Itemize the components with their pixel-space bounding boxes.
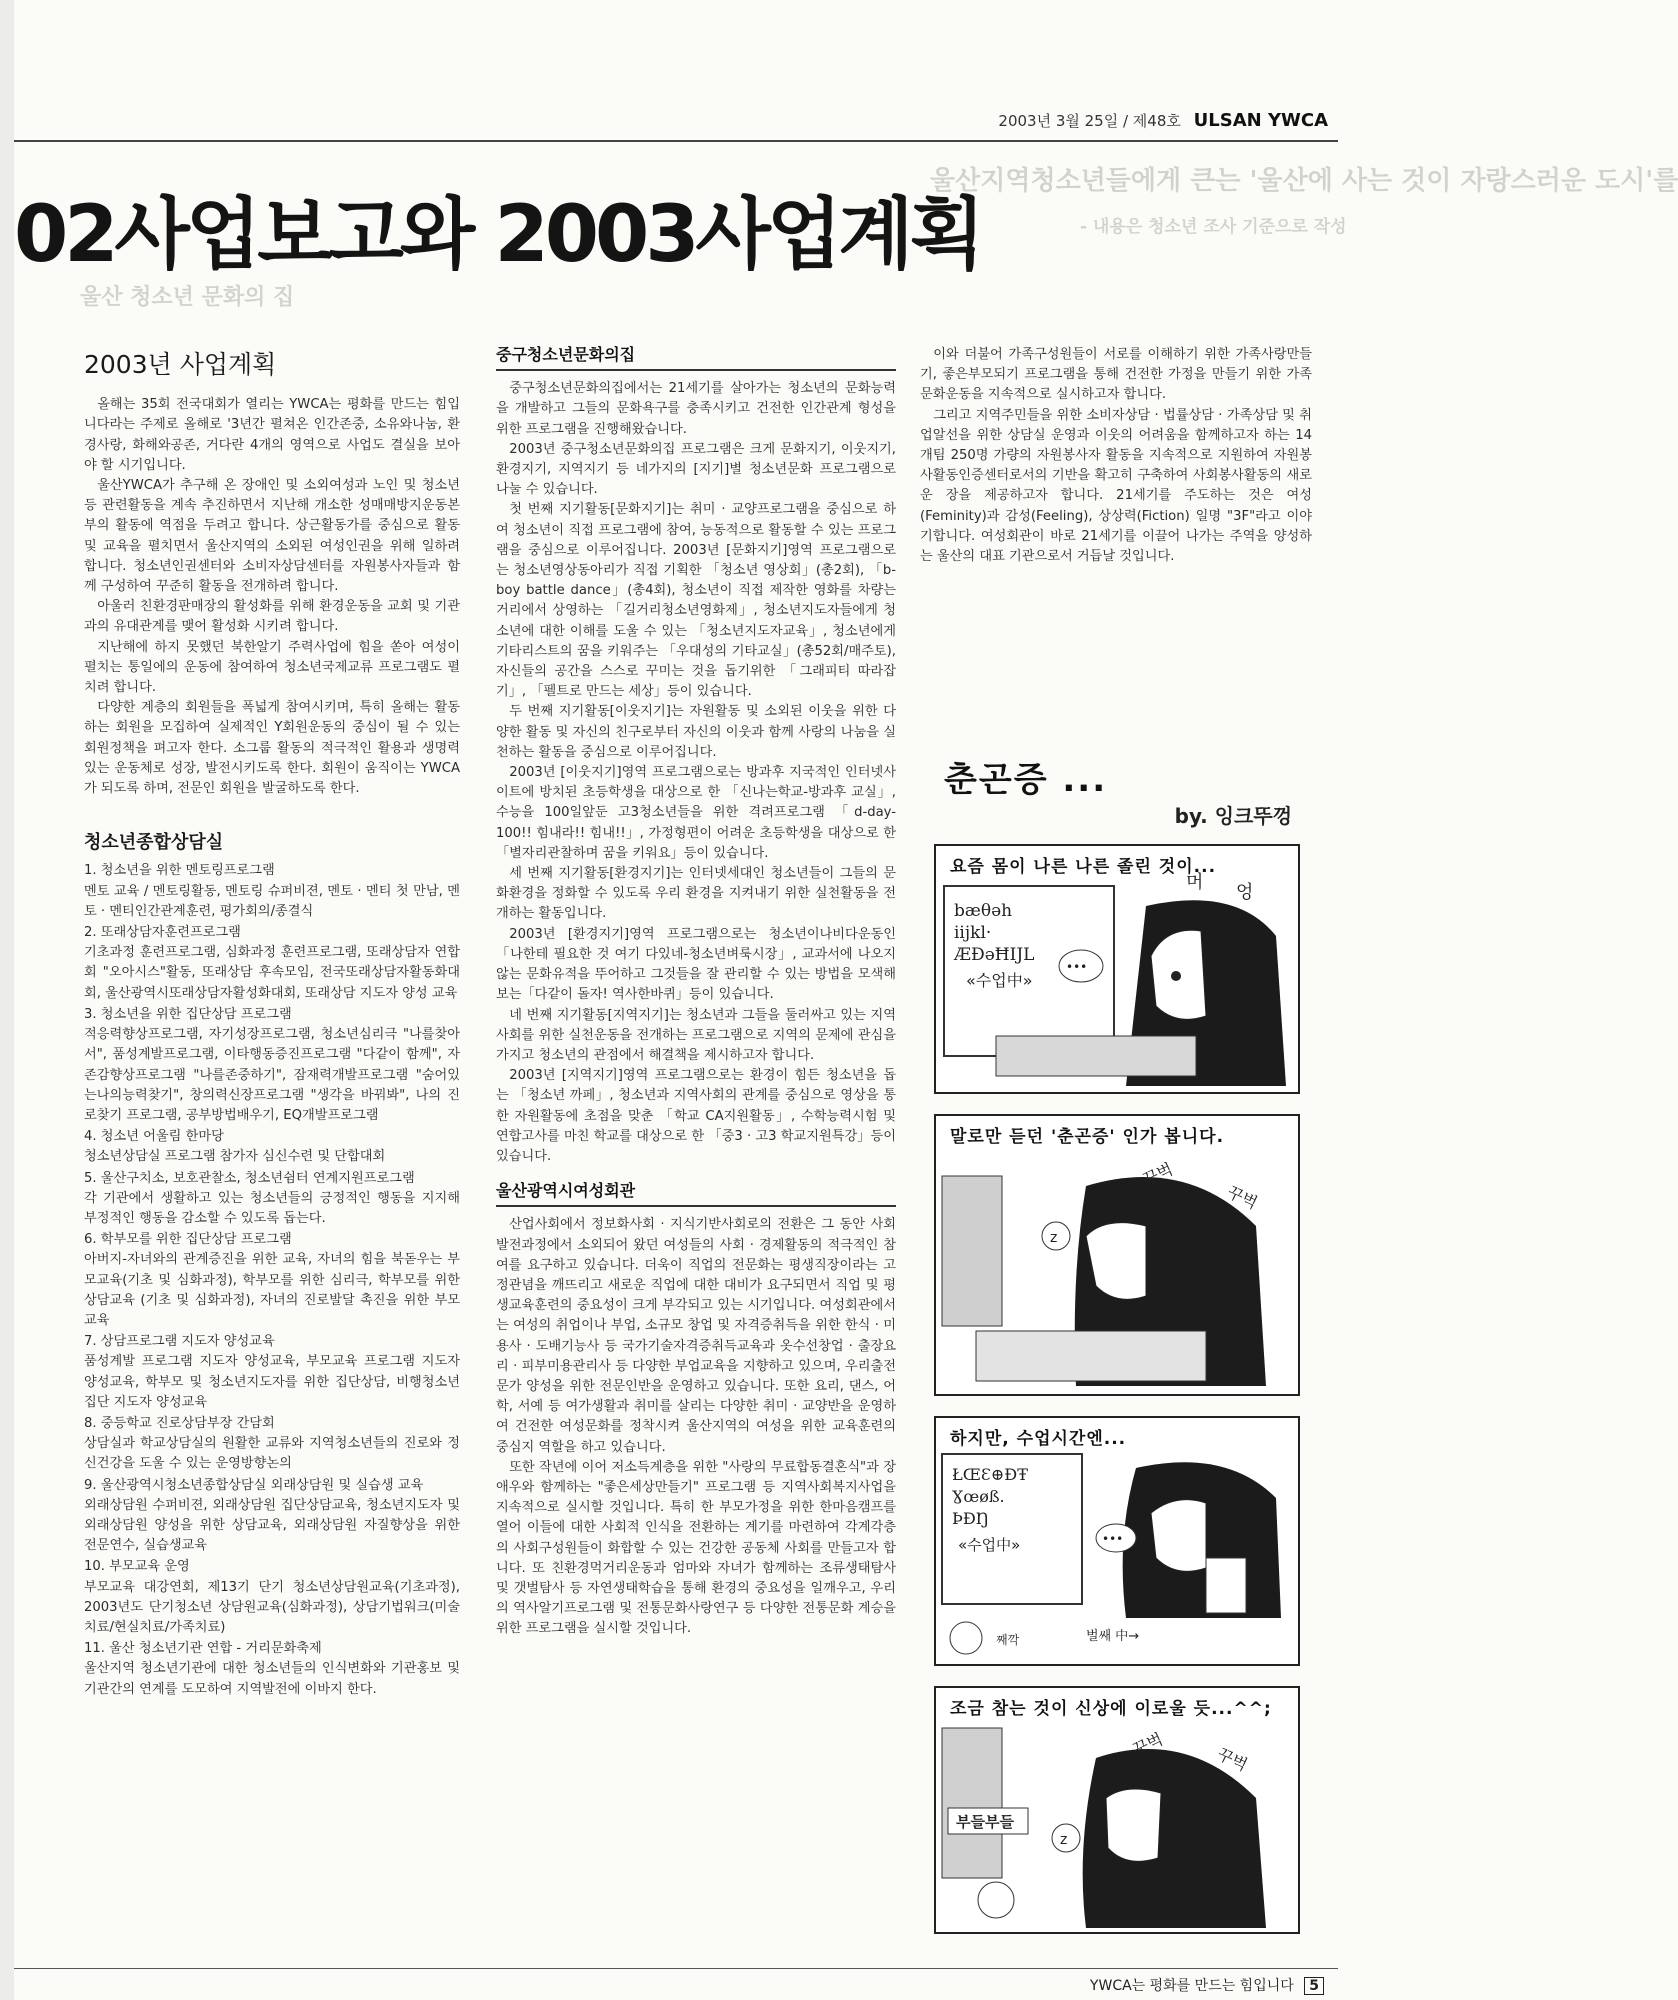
board-line-3: ÞÐŊ (952, 1509, 990, 1528)
program-item-title: 11. 울산 청소년기관 연합 - 거리문화축제 (84, 1641, 322, 1657)
board-line-3: ÆÐəĦIJL (954, 945, 1035, 965)
program-item-title: 1. 청소년을 위한 멘토링프로그램 (84, 863, 275, 879)
publication-name: ULSAN YWCA (1193, 110, 1328, 131)
panel-2-drawing (936, 1116, 1298, 1394)
program-item-desc: 적응력향상프로그램, 자기성장프로그램, 청소년심리극 "나를찾아서", 품성계발프로그램, 이타행동증진프로그램 "다같이 함께", 자존감향상프로그램 "나를존중하기", 잠재력개발프로그램 "숨어있는나의능력찾기", 창의력신장프로그램 "생각을 바꿔봐", 나의 진로찾기 프로그램, 공부방법배우기, EQ개발프로그램 (84, 1027, 460, 1123)
eye (1171, 971, 1181, 981)
program-item-title: 7. 상담프로그램 지도자 양성교육 (84, 1334, 275, 1350)
paragraph: 이와 더불어 가족구성원들이 서로를 이해하기 위한 가족사랑만들기, 좋은부모되기 프로그램을 통해 건전한 가정을 만들기 위한 가족문화운동을 지속적으로 실시하고자 합니다. (920, 347, 1312, 403)
program-item-title: 8. 중등학교 진로상담부장 간담회 (84, 1415, 275, 1431)
paragraph: 첫 번째 지기활동[문화지기]는 취미 · 교양프로그램을 중심으로 하여 청소년이 직접 프로그램에 참여, 능동적으로 활동할 수 있는 프로그램을 중심으로 이루어집니다. 2003년 [문화지기]영역 프로그램으로는 청소년영상동아리가 직접 기획한 「청소년 영상회」(총2회), 「b-boy battle dance」(총4회), 청소년이 직접 제작한 영화를 차량는 거리에서 상영하는 「길거리청소년영화제」, 청소년지도자들에게 청소년에 대한 이해를 도울 수 있는 「청소년지도자교육」, 청소년에게 기타리스트의 꿈을 키워주는 「우대성의 기타교실」(총52회/매주토), 자신들의 공간을 스스로 꾸미는 것을 돕기위한 「그래피티 따라잡기」, 「펠트로 만드는 세상」등이 있습니다. (496, 502, 896, 700)
paragraph: 2003년 [이웃지기]영역 프로그램으로는 방과후 지국적인 인터넷사이트에 방치된 초등학생을 대상으로 한 「신나는학교-방과후 교실」, 수능을 100일앞둔 고3청소년들을 위한 격려프로그램 「d-day-100!! 힘내라!! 힘내!!」, 가정형편이 어려운 초등학생을 대상으로 한 「별자리관찰하며 꿈을 키워요」등이 있습니다. (496, 765, 896, 861)
program-item-title: 6. 학부모를 위한 집단상담 프로그램 (84, 1232, 292, 1248)
sfx-text-2: 꾸벅 (1224, 1182, 1261, 1213)
paragraph: 지난해에 하지 못했던 북한알기 주력사업에 힘을 쏟아 여성이 펼치는 통일에의 운동에 참여하여 청소년국제교류 프로그램도 펼치려 합니다. (84, 639, 460, 696)
paragraph: 아울러 친환경판매장의 활성화를 위해 환경운동을 교회 및 기관과의 유대관계를 맺어 활성화 시키려 합니다. (84, 599, 460, 635)
masthead (998, 110, 1328, 131)
comic-panel-3 (934, 1416, 1300, 1666)
column-womens-center-cont (920, 345, 1312, 645)
page-number: 5 (1304, 1977, 1324, 1995)
paragraph: 중구청소년문화의집에서는 21세기를 살아가는 청소년의 문화능력을 개발하고 그들의 문화욕구를 충족시키고 건전한 인간관계 형성을 위한 프로그램을 진행해왔습니다. (496, 381, 896, 437)
program-item-desc: 부모교육 대강연회, 제13기 단기 청소년상담원교육(기초과정), 2003년도 단기청소년 상담원교육(심화과정), 상담기법워크(미술치료/현실치료/가족치료) (84, 1579, 460, 1635)
comic-panel-1 (934, 844, 1300, 1094)
balloon-text: 머 (1186, 872, 1204, 893)
column-2003-plan (84, 345, 460, 1950)
panel-3-drawing (936, 1418, 1298, 1664)
bleed-through-left: 울산 청소년 문화의 집 (80, 285, 295, 310)
womens-center-continued (920, 345, 1312, 567)
comic-title: 춘곤증 ... (944, 760, 1108, 800)
program-item-desc: 멘토 교육 / 멘토링활동, 멘토링 슈퍼비젼, 멘토 · 멘티 첫 만남, 멘토 · 멘티인간관계훈련, 평가회의/종결식 (84, 883, 460, 919)
paragraph: 올해는 35회 전국대회가 열리는 YWCA는 평화를 만드는 힘입니다라는 주제로 올해로 '3년간 펼쳐온 인간존중, 소유와나눔, 환경사랑, 화해와공존, 거다란 4개의 영역으로 사업도 결실을 보아야 할 시기입니다. (84, 397, 460, 473)
top-rule (14, 140, 1338, 142)
bleed-through-subtitle: - 내용은 청소년 조사 기준으로 작성 (1080, 217, 1347, 237)
program-item-desc: 외래상담원 수퍼비젼, 외래상담원 집단상담교육, 청소년지도자 및 외래상담원 양성을 위한 상담교육, 외래상담원 자질향상을 위한 전문연수, 실습생교육 (84, 1497, 460, 1554)
board-line-4: «수업中» (966, 971, 1033, 990)
program-item-desc: 울산지역 청소년기관에 대한 청소년들의 인식변화와 기관홍보 및 기관간의 연계를 도모하여 지역발전에 이바지 한다. (84, 1661, 460, 1697)
bleed-through-title: 울산지역청소년들에게 큰는 '울산에 사는 것이 자랑스러운 도시'를 (930, 166, 1678, 196)
board-line-1: ŁŒƐ⊕ÐŦ (952, 1465, 1028, 1484)
youth-center-paragraphs (496, 379, 896, 1167)
program-item-desc: 기초과정 훈련프로그램, 심화과정 훈련프로그램, 또래상담자 연합회 "오아시스"활동, 또래상담 후속모임, 전국또래상담자활동화대회, 울산광역시또래상담자활성화대회, 또래상담 지도자 양성 교육 (84, 945, 460, 1001)
character-face (1151, 1500, 1206, 1572)
womens-center-paragraphs (496, 1215, 896, 1639)
panel-4-drawing (936, 1688, 1298, 1932)
comic-panel-4 (934, 1686, 1300, 1934)
page-footer (1090, 1975, 1324, 1995)
paragraph: 또한 작년에 이어 저소득계층을 위한 "사랑의 무료합동결혼식"과 장애우와 함께하는 "좋은세상만들기" 프로그램 등 지역사회복지사업을 지속적으로 실시할 것입니다. 특히 한 부모가정을 위한 한마음캠프를 열어 이들에 대한 사회적 인식을 전환하는 계기를 마련하여 각계각층의 사회구성원들이 화합할 수 있는 건강한 공동체 사회를 만들고자 합니다. 또 친환경먹거리운동과 엄마와 자녀가 함께하는 조류생태탐사 및 갯벌탐사 등 자연생태학습을 통해 환경의 중요성을 일깨우고, 우리의 역사알기프로그램 및 전통문화사랑연구 등 다양한 전통문화 계승을 위한 프로그램을 실시할 것입니다. (496, 1459, 896, 1637)
paragraph: 세 번째 지기활동[환경지기]는 인터넷세대인 청소년들이 그들의 문화환경을 정화할 수 있도록 우리 환경을 지켜내기 위한 실천활동을 전개하는 활동입니다. (496, 866, 896, 922)
footer-slogan: YWCA는 평화를 만드는 힘입니다 (1089, 1978, 1294, 1994)
issue-date: 2003년 3월 25일 / 제48호 (998, 112, 1181, 130)
character-face (1106, 1789, 1161, 1861)
program-item-desc: 청소년상담실 프로그램 참가자 심신수련 및 단합대회 (84, 1149, 386, 1165)
panel-caption: 하지만, 수업시간엔... (950, 1429, 1127, 1449)
program-item-desc: 각 기관에서 생활하고 있는 청소년들의 긍정적인 행동을 지지해 부정적인 행동을 감소할 수 있도록 돕는다. (84, 1190, 460, 1226)
balloon-text-2: 엉 (1236, 882, 1254, 903)
paragraph: 산업사회에서 정보화사회 · 지식기반사회로의 전환은 그 동안 사회발전과정에서 소외되어 왔던 여성들의 사회 · 경제활동의 적극적인 참여를 요구하고 있습니다. 더욱이 직업의 전문화는 평생직장이라는 고정관념을 깨뜨리고 새로운 직업에 대한 대비가 요구되면서 직업 및 평생교육훈련의 중요성이 크게 부각되고 있는 시기입니다. 여성회관에서는 여성의 취업이나 부업, 소규모 창업 및 자격증취득을 위한 한식 · 미용사 · 도배기능사 등 국가기술자격증취득교육과 옷수선창업 · 출장요리 · 피부미용관리사 등 다양한 부업교육을 지향하고 있으며, 우리출전문가 양성을 위한 전문인반을 운영하고 있습니다. 또한 요리, 댄스, 어학, 서예 등 여가생활과 취미를 살리는 다양한 취미 · 교양반을 운영하여 건전한 여성문화를 정착시켜 울산지역의 여성을 위한 교육훈련의 중심지 역할을 하고 있습니다. (496, 1217, 896, 1455)
panel-caption: 조금 참는 것이 신상에 이로울 듯...^^; (950, 1699, 1272, 1719)
board-line-2: Ɣœøß. (952, 1487, 1005, 1506)
hand-circle (978, 1882, 1014, 1918)
cup (1206, 1558, 1246, 1613)
clock-sound: 째깍 (996, 1633, 1020, 1647)
section-title-womens-center: 울산광역시여성회관 (496, 1181, 896, 1207)
scan-edge (0, 0, 14, 2000)
desk (996, 1036, 1196, 1076)
board-line-1: bæθəh (954, 901, 1013, 921)
program-item-desc: 아버지-자녀와의 관계증진을 위한 교육, 자녀의 힘을 북돋우는 부모교육(기초 및 심화과정), 학부모를 위한 심리극, 학부모를 위한 상담교육 (기초 및 심화과정), 자녀의 진로발달 촉진을 위한 부모교육 (84, 1252, 460, 1328)
section-title-counseling: 청소년종합상담실 (84, 832, 224, 854)
program-item-title: 10. 부모교육 운영 (84, 1559, 190, 1575)
sleep-z: z (1060, 1832, 1068, 1848)
program-item-title: 9. 울산광역시청소년종합상담실 외래상담원 및 실습생 교육 (84, 1477, 424, 1493)
column-youth-center (496, 345, 896, 1950)
clock (950, 1622, 982, 1654)
door (942, 1728, 1002, 1878)
paragraph: 2003년 [지역지기]영역 프로그램으로는 환경이 힘든 청소년을 돕는 「청소년 까페」, 청소년과 지역사회의 관계를 중심으로 영상을 통한 자원활동에 초점을 맞춘 「학교 CA지원활동」, 수학능력시험 및 연합고사를 마친 학교를 대상으로 한 「중3 · 고3 학교지원특강」등이 있습니다. (496, 1068, 896, 1164)
board-line-4: «수업中» (958, 1536, 1021, 1554)
door (942, 1176, 1002, 1326)
paragraph: 네 번째 지기활동[지역지기]는 청소년과 그들을 둘러싸고 있는 지역사회를 위한 실천운동을 전개하는 프로그램으로 지역의 문제에 관심을 가지고 청소년의 관점에서 해결책을 제시하고자 합니다. (496, 1007, 896, 1063)
section-title-2003-plan: 2003년 사업계획 (84, 350, 277, 379)
plan-paragraphs (84, 395, 460, 799)
time-note: 벌쌔 中→ (1086, 1629, 1140, 1644)
board-line-2: iijkl· (954, 923, 992, 943)
program-item-title: 5. 울산구치소, 보호관찰소, 청소년쉼터 연계지원프로그램 (84, 1170, 415, 1186)
program-item-title: 4. 청소년 어울림 한마당 (84, 1129, 224, 1145)
program-item-desc: 품성계발 프로그램 지도자 양성교육, 부모교육 프로그램 지도자 양성교육, 학부모 및 청소년지도자를 위한 집단상담, 비행청소년 집단 지도자 양성교육 (84, 1354, 460, 1410)
paragraph: 2003년 [환경지기]영역 프로그램으로는 청소년이나비다운동인「나한테 필요한 것 여기 다있네-청소년벼룩시장」, 교과서에 나오지 않는 문화유적을 뚜어하고 그것들을 잘 관리할 수 있는 방법을 모색해보는「다같이 돌자! 역사한바퀴」등이 있습니다. (496, 926, 896, 1003)
sleep-z: z (1050, 1230, 1058, 1246)
program-item-title: 2. 또래상담자훈련프로그램 (84, 925, 241, 941)
page-headline: 02사업보고와 2003사업계획 (14, 190, 981, 280)
sfx-text-2: 꾸벅 (1214, 1744, 1251, 1775)
counseling-program-list (84, 861, 460, 1699)
desk (976, 1331, 1206, 1381)
sfx-text-1: 꾸벅 (1139, 1159, 1176, 1190)
label-text: 부들부들 (956, 1813, 1014, 1831)
footer-rule (14, 1968, 1338, 1969)
program-item-desc: 상담실과 학교상담실의 원활한 교류와 지역청소년들의 진로와 정신건강을 도울 수 있는 운영방향논의 (84, 1436, 460, 1472)
section-title-youth-center: 중구청소년문화의집 (496, 345, 896, 371)
comic-byline: by. 잉크뚜껑 (1174, 804, 1292, 828)
program-item-title: 3. 청소년을 위한 집단상담 프로그램 (84, 1006, 292, 1022)
paragraph: 다양한 계층의 회원들을 폭넓게 참여시키며, 특히 올해는 활동하는 회원을 모집하여 실제적인 Y회원운동의 중심이 될 수 있는 회원정책을 펴고자 한다. 소그룹 활동의 적극적인 활용과 생명력있는 운동체로 성장, 발전시키도록 한다. 회원이 움직이는 YWCA가 되도록 하며, 전문인 회원을 발굴하도록 한다. (84, 700, 460, 797)
panel-caption: 말로만 듣던 '춘곤증' 인가 봅니다. (950, 1127, 1225, 1147)
paragraph: 2003년 중구청소년문화의집 프로그램은 크게 문화지기, 이웃지기, 환경지기, 지역지기 등 네가지의 [지기]별 청소년문화 프로그램으로 나눌 수 있습니다. (496, 441, 896, 498)
thought-dots: ••• (1102, 1532, 1124, 1546)
paragraph: 그리고 지역주민들을 위한 소비자상담 · 법률상담 · 가족상담 및 취업알선을 위한 상담실 운영과 이웃의 어려움을 함께하고자 하는 14개팀 250명 가량의 자원봉사자 활동을 지속적으로 지원하여 자원봉사활동인증센터로서의 기반을 확고히 구축하여 사회봉사활동의 새로운 장을 제공하고자 합니다. 21세기를 주도하는 것은 여성(Feminity)과 감성(Feeling), 상상력(Fiction) 일명 "3F"라고 이야기합니다. 여성회관이 바로 21세기를 이끌어 나가는 주역을 양성하는 울산의 대표 기관으로서 거듭날 것입니다. (920, 407, 1312, 565)
paragraph: 두 번째 지기활동[이웃지기]는 자원활동 및 소외된 이웃을 위한 다양한 활동 및 자신의 친구로부터 자신의 이웃과 함께 사랑의 나눔을 실천하는 활동을 중심으로 이루어집니다. (496, 704, 896, 760)
sfx-text-1: 꾸벅 (1129, 1729, 1166, 1760)
thought-dots: ••• (1066, 960, 1088, 974)
comic-strip (920, 712, 1312, 1940)
panel-caption: 요즘 몸이 나른 나른 졸린 것이... (950, 857, 1217, 877)
paragraph: 울산YWCA가 추구해 온 장애인 및 소외여성과 노인 및 청소년 등 관련활동을 계속 추진하면서 지난해 개소한 성매매방지운동본부의 활동에 역점을 두려고 합니다. 상근활동가를 중심으로 활동 및 교육을 펼치면서 울산지역의 소외된 여성인권을 위해 일하려 합니다. 청소년인권센터와 소비자상담센터를 자원봉사자들과 함께 구성하여 꾸준히 활동을 전개하려 합니다. (84, 478, 460, 595)
panel-1-drawing (936, 846, 1298, 1092)
comic-panel-2 (934, 1114, 1300, 1396)
